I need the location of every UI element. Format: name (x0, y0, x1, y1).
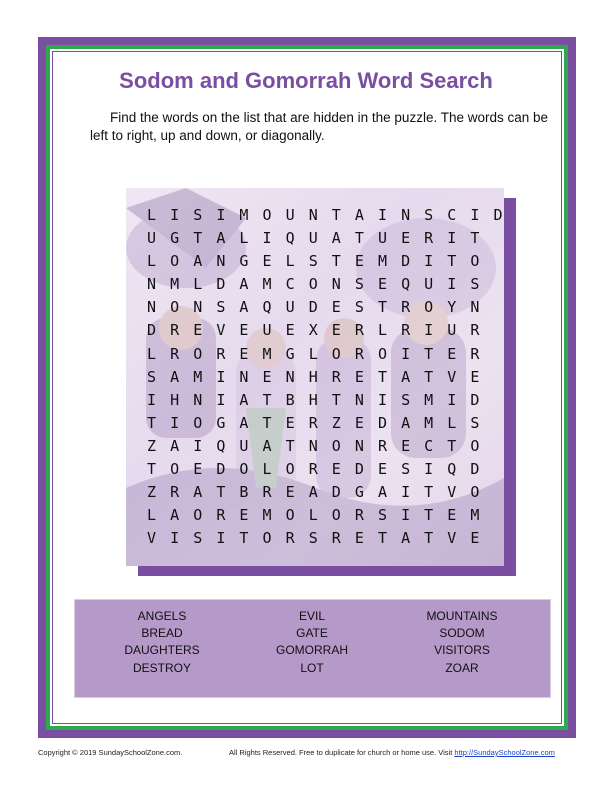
grid-letter: H (308, 390, 318, 409)
grid-letter: L (285, 252, 295, 271)
grid-letter: T (470, 229, 480, 248)
grid-row (140, 319, 504, 342)
grid-letter: E (285, 321, 295, 340)
grid-letter: T (147, 413, 157, 432)
grid-letter: U (285, 206, 295, 224)
grid-letter: U (377, 229, 387, 248)
grid-letter: M (193, 367, 203, 386)
grid-letter: I (262, 229, 272, 248)
grid-letter: E (447, 506, 457, 525)
grid-letter: R (470, 321, 480, 340)
grid-letter: A (401, 413, 411, 432)
grid-letter: E (285, 483, 295, 502)
grid-letter: E (354, 529, 364, 548)
grid-letter: Z (331, 413, 341, 432)
grid-letter: O (285, 460, 295, 479)
grid-letter: T (447, 436, 457, 455)
grid-letter: L (308, 344, 318, 363)
grid-letter: D (216, 460, 226, 479)
grid-letter: I (424, 321, 434, 340)
grid-row (140, 435, 504, 458)
grid-letter: R (331, 367, 341, 386)
grid-letter: S (470, 275, 480, 294)
grid-row (140, 366, 504, 389)
grid-letter: T (424, 506, 434, 525)
grid-letter: E (377, 275, 387, 294)
grid-letter: O (262, 206, 272, 224)
grid-letter: D (493, 206, 503, 224)
word-list (74, 599, 551, 698)
grid-letter: I (447, 390, 457, 409)
grid-letter: I (470, 206, 480, 224)
grid-letter: Q (262, 298, 272, 317)
grid-letter: X (308, 321, 318, 340)
grid-letter: O (377, 344, 387, 363)
grid-letter: M (424, 390, 434, 409)
grid-letter: E (193, 321, 203, 340)
grid-row (140, 412, 504, 435)
website-link[interactable]: http://SundaySchoolZone.com (454, 748, 555, 757)
grid-letter: L (147, 252, 157, 271)
grid-letter: R (470, 344, 480, 363)
grid-row (140, 389, 504, 412)
grid-letter: O (170, 252, 180, 271)
grid-letter: Q (447, 460, 457, 479)
grid-letter: N (147, 275, 157, 294)
grid-letter: O (239, 460, 249, 479)
grid-row (140, 481, 504, 504)
grid-letter: O (193, 344, 203, 363)
grid-letter: N (193, 390, 203, 409)
word-item: ZOAR (445, 660, 479, 675)
grid-letter: U (239, 436, 249, 455)
letter-grid (140, 204, 504, 550)
word-item: MOUNTAINS (426, 609, 498, 623)
grid-letter: N (331, 275, 341, 294)
grid-letter: R (262, 483, 272, 502)
grid-letter: V (447, 367, 457, 386)
grid-letter: I (447, 229, 457, 248)
grid-letter: I (377, 206, 387, 224)
grid-letter: Z (147, 436, 157, 455)
grid-letter: T (447, 252, 457, 271)
grid-letter: O (262, 529, 272, 548)
grid-letter: M (262, 506, 272, 525)
grid-letter: E (239, 321, 249, 340)
grid-letter: E (470, 529, 480, 548)
grid-letter: U (285, 298, 295, 317)
grid-letter: D (377, 413, 387, 432)
grid-letter: L (239, 229, 249, 248)
grid-letter: E (354, 367, 364, 386)
grid-letter: T (424, 529, 434, 548)
grid-letter: C (424, 436, 434, 455)
grid-letter: R (170, 483, 180, 502)
word-list-column-1 (83, 608, 241, 677)
grid-letter: N (470, 298, 480, 317)
grid-letter: T (216, 483, 226, 502)
grid-letter: E (401, 436, 411, 455)
grid-letter: R (401, 298, 411, 317)
grid-letter: A (331, 229, 341, 248)
grid-letter: O (170, 298, 180, 317)
grid-letter: M (170, 275, 180, 294)
grid-letter: A (170, 367, 180, 386)
footer-rights (229, 748, 555, 757)
grid-letter: I (170, 413, 180, 432)
grid-letter: S (308, 252, 318, 271)
grid-letter: T (377, 298, 387, 317)
grid-letter: Q (401, 275, 411, 294)
grid-letter: R (354, 321, 364, 340)
grid-row (140, 504, 504, 527)
grid-row (140, 296, 504, 319)
grid-letter: A (239, 413, 249, 432)
grid-letter: S (216, 298, 226, 317)
grid-letter: A (170, 506, 180, 525)
grid-letter: M (377, 252, 387, 271)
grid-letter: A (239, 275, 249, 294)
grid-letter: I (401, 483, 411, 502)
grid-row (140, 227, 504, 250)
grid-letter: R (285, 529, 295, 548)
grid-letter: U (447, 321, 457, 340)
grid-letter: U (147, 229, 157, 248)
grid-letter: S (308, 529, 318, 548)
word-list-column-3 (383, 608, 541, 677)
grid-letter: D (216, 275, 226, 294)
grid-letter: E (354, 413, 364, 432)
copyright-text: Copyright © 2019 SundaySchoolZone.com. (38, 748, 183, 757)
grid-letter: Y (447, 298, 457, 317)
grid-letter: T (354, 229, 364, 248)
grid-row (140, 204, 504, 227)
word-item: GOMORRAH (276, 643, 348, 658)
grid-letter: S (354, 275, 364, 294)
grid-letter: S (354, 298, 364, 317)
grid-letter: S (470, 413, 480, 432)
grid-letter: V (447, 529, 457, 548)
grid-letter: O (193, 506, 203, 525)
grid-row (140, 458, 504, 481)
grid-letter: V (447, 483, 457, 502)
grid-letter: T (331, 390, 341, 409)
grid-letter: L (447, 413, 457, 432)
grid-letter: A (216, 229, 226, 248)
grid-letter: A (377, 483, 387, 502)
grid-letter: S (193, 206, 203, 224)
grid-letter: T (424, 483, 434, 502)
grid-letter: O (193, 413, 203, 432)
grid-letter: M (262, 275, 272, 294)
grid-letter: E (193, 460, 203, 479)
grid-letter: U (308, 229, 318, 248)
grid-letter: D (470, 390, 480, 409)
grid-letter: A (354, 206, 364, 224)
word-item: BREAD (141, 626, 183, 641)
grid-letter: C (285, 275, 295, 294)
grid-letter: I (401, 506, 411, 525)
grid-letter: E (239, 506, 249, 525)
grid-letter: R (354, 506, 364, 525)
grid-letter: T (377, 367, 387, 386)
word-item: EVIL (298, 609, 325, 623)
grid-letter: O (308, 275, 318, 294)
grid-letter: G (216, 413, 226, 432)
grid-letter: D (354, 460, 364, 479)
grid-letter: I (424, 252, 434, 271)
rights-text: All Rights Reserved. Free to duplicate for church or home use. Visit (229, 748, 453, 757)
grid-letter: R (424, 229, 434, 248)
word-list-column-2 (233, 608, 391, 677)
grid-letter: R (308, 413, 318, 432)
grid-letter: M (239, 206, 249, 224)
grid-letter: M (424, 413, 434, 432)
grid-letter: R (331, 529, 341, 548)
grid-letter: I (216, 529, 226, 548)
grid-letter: N (216, 252, 226, 271)
grid-letter: S (424, 206, 434, 224)
grid-letter: T (331, 206, 341, 224)
grid-letter: L (308, 506, 318, 525)
grid-letter: H (308, 367, 318, 386)
grid-letter: A (401, 529, 411, 548)
grid-letter: L (147, 506, 157, 525)
grid-row (140, 250, 504, 273)
grid-letter: C (447, 206, 457, 224)
grid-letter: T (262, 390, 272, 409)
grid-letter: E (239, 344, 249, 363)
grid-letter: O (331, 506, 341, 525)
grid-letter: G (285, 344, 295, 363)
instructions-text: Find the words on the list that are hidden in the puzzle. The words can be left to right, up and down, or diagonally. (90, 110, 549, 143)
grid-letter: S (377, 506, 387, 525)
grid-letter: L (147, 206, 157, 224)
grid-letter: V (147, 529, 157, 548)
grid-letter: A (170, 436, 180, 455)
grid-letter: N (285, 367, 295, 386)
grid-letter: E (470, 367, 480, 386)
grid-letter: R (308, 460, 318, 479)
grid-letter: T (262, 413, 272, 432)
grid-letter: O (470, 483, 480, 502)
grid-letter: R (401, 321, 411, 340)
grid-letter: I (447, 275, 457, 294)
grid-letter: A (239, 298, 249, 317)
grid-letter: D (147, 321, 157, 340)
grid-letter: L (193, 275, 203, 294)
grid-letter: A (401, 367, 411, 386)
grid-letter: E (354, 252, 364, 271)
word-item: LOT (300, 660, 324, 675)
grid-letter: I (216, 390, 226, 409)
grid-letter: E (262, 252, 272, 271)
word-item: SODOM (439, 626, 485, 641)
word-item: ANGELS (137, 609, 187, 623)
grid-row (140, 273, 504, 296)
grid-letter: T (424, 367, 434, 386)
grid-row (140, 343, 504, 366)
grid-letter: E (331, 321, 341, 340)
grid-letter: T (193, 229, 203, 248)
grid-letter: T (285, 436, 295, 455)
grid-letter: H (170, 390, 180, 409)
grid-letter: M (470, 506, 480, 525)
grid-letter: E (377, 460, 387, 479)
grid-letter: V (216, 321, 226, 340)
word-item: VISITORS (434, 643, 490, 658)
grid-letter: S (193, 529, 203, 548)
grid-letter: T (239, 529, 249, 548)
grid-letter: D (470, 460, 480, 479)
grid-letter: G (354, 483, 364, 502)
grid-letter: D (308, 298, 318, 317)
grid-letter: S (401, 390, 411, 409)
grid-letter: E (262, 367, 272, 386)
grid-letter: A (262, 436, 272, 455)
word-search-puzzle (126, 188, 504, 566)
grid-letter: D (331, 483, 341, 502)
grid-letter: Q (285, 229, 295, 248)
grid-letter: N (401, 206, 411, 224)
grid-letter: A (239, 390, 249, 409)
grid-row (140, 527, 504, 550)
grid-letter: O (470, 252, 480, 271)
grid-letter: I (170, 529, 180, 548)
grid-letter: E (447, 344, 457, 363)
word-item: DESTROY (132, 660, 191, 675)
grid-letter: I (401, 344, 411, 363)
grid-letter: O (331, 436, 341, 455)
grid-letter: D (401, 252, 411, 271)
grid-letter: T (331, 252, 341, 271)
grid-letter: L (262, 460, 272, 479)
grid-letter: N (354, 436, 364, 455)
grid-letter: E (331, 460, 341, 479)
grid-letter: O (331, 344, 341, 363)
grid-letter: U (424, 275, 434, 294)
grid-letter: M (262, 344, 272, 363)
grid-letter: E (285, 413, 295, 432)
grid-letter: N (239, 367, 249, 386)
grid-letter: N (308, 436, 318, 455)
grid-letter: R (216, 344, 226, 363)
grid-letter: N (193, 298, 203, 317)
grid-letter: G (170, 229, 180, 248)
grid-letter: T (377, 529, 387, 548)
grid-letter: O (285, 506, 295, 525)
grid-letter: R (354, 344, 364, 363)
grid-letter: Z (147, 483, 157, 502)
word-item: DAUGHTERS (124, 643, 200, 658)
grid-letter: S (147, 367, 157, 386)
grid-letter: U (262, 321, 272, 340)
grid-letter: I (147, 390, 157, 409)
grid-letter: I (170, 206, 180, 224)
grid-letter: I (424, 460, 434, 479)
grid-letter: I (193, 436, 203, 455)
grid-letter: E (331, 298, 341, 317)
grid-letter: T (424, 344, 434, 363)
grid-letter: T (147, 460, 157, 479)
grid-letter: I (377, 390, 387, 409)
grid-letter: O (470, 436, 480, 455)
grid-letter: O (170, 460, 180, 479)
grid-letter: A (193, 252, 203, 271)
grid-letter: I (216, 367, 226, 386)
grid-letter: L (377, 321, 387, 340)
grid-letter: L (147, 344, 157, 363)
grid-letter: O (424, 298, 434, 317)
grid-letter: A (308, 483, 318, 502)
grid-letter: N (308, 206, 318, 224)
grid-letter: I (216, 206, 226, 224)
grid-letter: N (354, 390, 364, 409)
grid-letter: R (170, 344, 180, 363)
word-item: GATE (296, 626, 328, 641)
grid-letter: B (239, 483, 249, 502)
grid-letter: N (147, 298, 157, 317)
grid-letter: B (285, 390, 295, 409)
grid-letter: R (216, 506, 226, 525)
grid-letter: E (401, 229, 411, 248)
grid-letter: A (193, 483, 203, 502)
page-title: Sodom and Gomorrah Word Search (119, 68, 493, 93)
grid-letter: G (239, 252, 249, 271)
grid-letter: R (377, 436, 387, 455)
grid-letter: Q (216, 436, 226, 455)
grid-letter: S (401, 460, 411, 479)
grid-letter: R (170, 321, 180, 340)
